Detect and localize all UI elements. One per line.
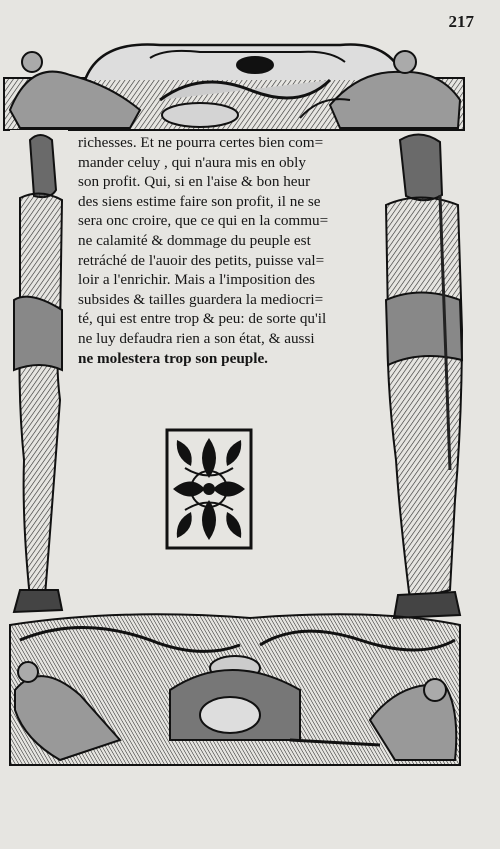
page-number: 217 [448, 12, 474, 31]
text-line: subsides & tailles guardera la mediocri= [78, 290, 324, 308]
text-line: té, qui est entre trop & peu: de sorte qu'il [78, 310, 327, 328]
text-line: sera onc croire, que ce qui en la commu= [78, 212, 329, 230]
text-line: ne luy defaudra rien a son état, & aussi [78, 329, 315, 347]
text-line: retráché de l'auoir des petits, puisse val= [78, 251, 325, 269]
text-line: des siens estime faire son profit, il ne se [78, 192, 321, 210]
text-line: loir a l'enrichir. Mais a l'imposition des [78, 271, 316, 289]
left-caryatid-figure [10, 130, 68, 612]
top-border-band [4, 44, 464, 130]
text-line: ne molestera trop son peuple. [78, 349, 268, 367]
text-line: son profit. Qui, si en l'aise & bon heur [78, 173, 311, 191]
body-text [78, 133, 396, 368]
bottom-border-band [10, 614, 460, 765]
text-line: richesses. Et ne pourra certes bien com= [78, 134, 324, 151]
text-line: ne calamité & dommage du peuple est [78, 231, 311, 249]
right-caryatid-figure [386, 134, 462, 618]
fleuron-ornament [165, 428, 253, 550]
text-line: mander celuy , qui n'aura mis en obly [78, 153, 306, 171]
